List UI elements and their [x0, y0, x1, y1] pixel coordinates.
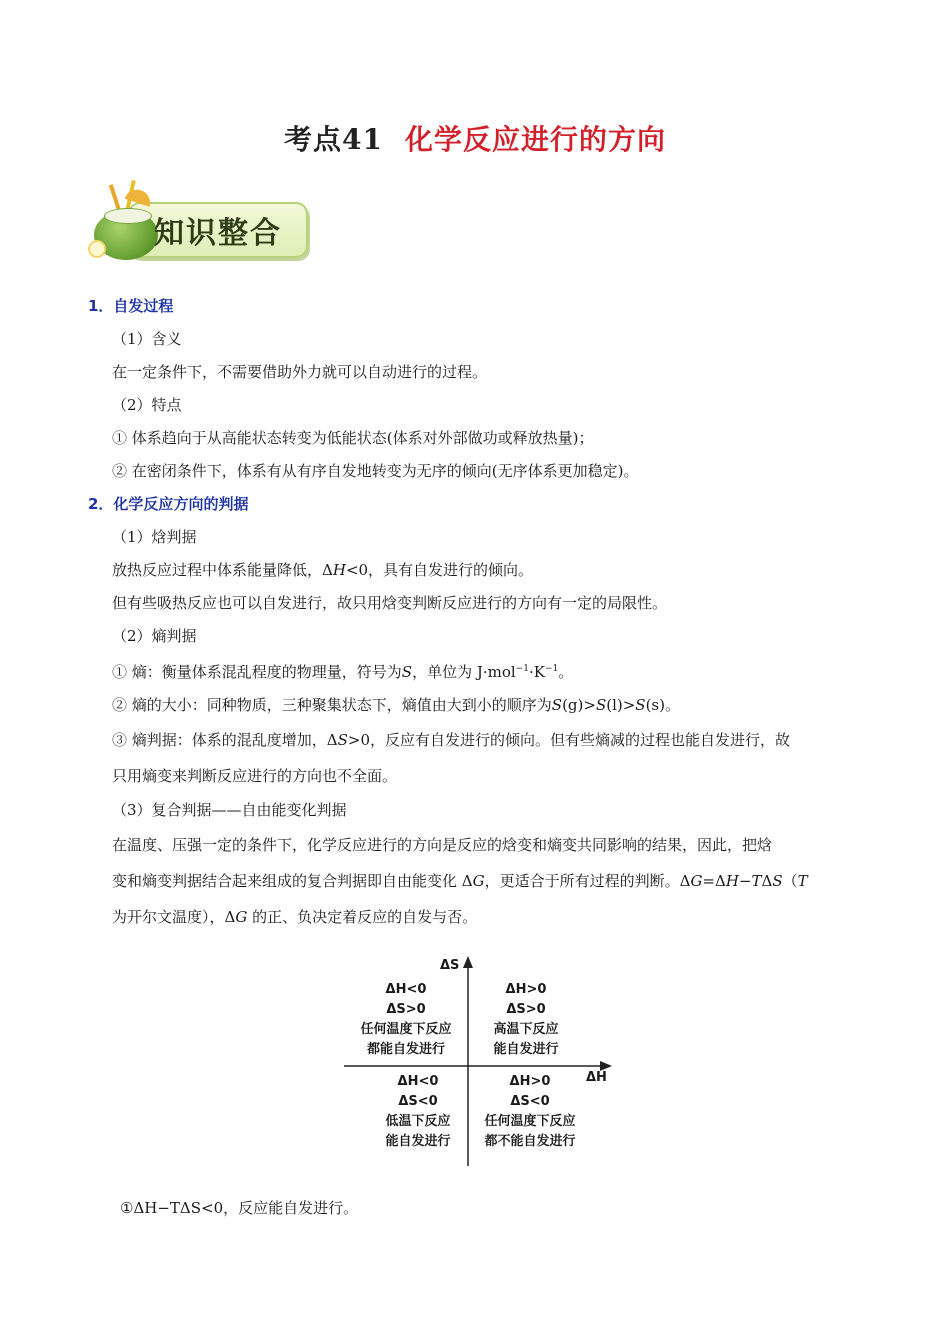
- banner-text: 知识整合: [154, 216, 282, 251]
- section-banner: [88, 180, 308, 266]
- quadrant-1: ΔH>0 ΔS>0 高温下反应 能自发进行: [493, 982, 559, 1057]
- delta-h-delta-s-diagram: [340, 954, 620, 1166]
- paragraph: ② 在密闭条件下，体系有从有序自发地转变为无序的倾向(无序体系更加稳定)。: [112, 462, 639, 480]
- paragraph: ① 体系趋向于从高能状态转变为低能状态(体系对外部做功或释放热量)；: [112, 429, 594, 447]
- paragraph: 但有些吸热反应也可以自发进行，故只用焓变判断反应进行的方向有一定的局限性。: [112, 594, 668, 612]
- coconut-top-icon: [104, 208, 152, 224]
- paragraph: 为开尔文温度），ΔG 的正、负决定着反应的自发与否。: [112, 908, 478, 926]
- paragraph: ① 熵：衡量体系混乱程度的物理量，符号为S，单位为 $J\cdot mol^{-1}\cdot K^{-1}$。: [112, 663, 574, 681]
- paragraph: ③ 熵判据：体系的混乱度增加，ΔS>0，反应有自发进行的倾向。但有些熵减的过程也能自发进行，故: [112, 731, 791, 749]
- subheading: （1）焓判据: [112, 528, 197, 546]
- paragraph: ② 熵的大小：同种物质，三种聚集状态下，熵值由大到小的顺序为S(g)>S(l)>S(s)。: [112, 696, 680, 714]
- section-heading-1: 1．自发过程: [88, 297, 174, 315]
- conclusion-line: ①ΔH−TΔS<0，反应能自发进行。: [120, 1199, 359, 1217]
- main-content: [88, 290, 878, 935]
- title-main: 化学反应进行的方向: [404, 123, 666, 156]
- paragraph: 放热反应过程中体系能量降低，ΔH<0，具有自发进行的倾向。: [112, 561, 534, 579]
- paragraph: 在一定条件下，不需要借助外力就可以自动进行的过程。: [112, 363, 488, 381]
- title-number: 考点41: [284, 123, 383, 156]
- subheading: （2）特点: [112, 396, 182, 414]
- x-axis-label: ΔH: [586, 1070, 607, 1085]
- y-axis-label: ΔS: [440, 958, 460, 973]
- subheading: （2）熵判据: [112, 627, 197, 645]
- quadrant-2: ΔH<0 ΔS>0 任何温度下反应 都能自发进行: [360, 982, 452, 1057]
- quadrant-4: ΔH>0 ΔS<0 任何温度下反应 都不能自发进行: [484, 1074, 576, 1149]
- quadrant-3: ΔH<0 ΔS<0 低温下反应 能自发进行: [385, 1074, 451, 1149]
- subheading: （1）含义: [112, 330, 182, 348]
- paragraph: 变和熵变判据结合起来组成的复合判据即自由能变化 ΔG，更适合于所有过程的判断。ΔG=ΔH−TΔS（T: [112, 872, 808, 890]
- y-axis-arrow-icon: [463, 956, 473, 968]
- section-heading-2: 2．化学反应方向的判据: [88, 495, 249, 513]
- paragraph: 只用熵变来判断反应进行的方向也不全面。: [112, 767, 398, 785]
- flower-icon: [88, 240, 106, 258]
- subheading: （3）复合判据——自由能变化判据: [112, 801, 347, 819]
- page-title: [0, 118, 950, 158]
- paragraph: 在温度、压强一定的条件下，化学反应进行的方向是反应的焓变和熵变共同影响的结果，因此，把焓: [112, 836, 773, 854]
